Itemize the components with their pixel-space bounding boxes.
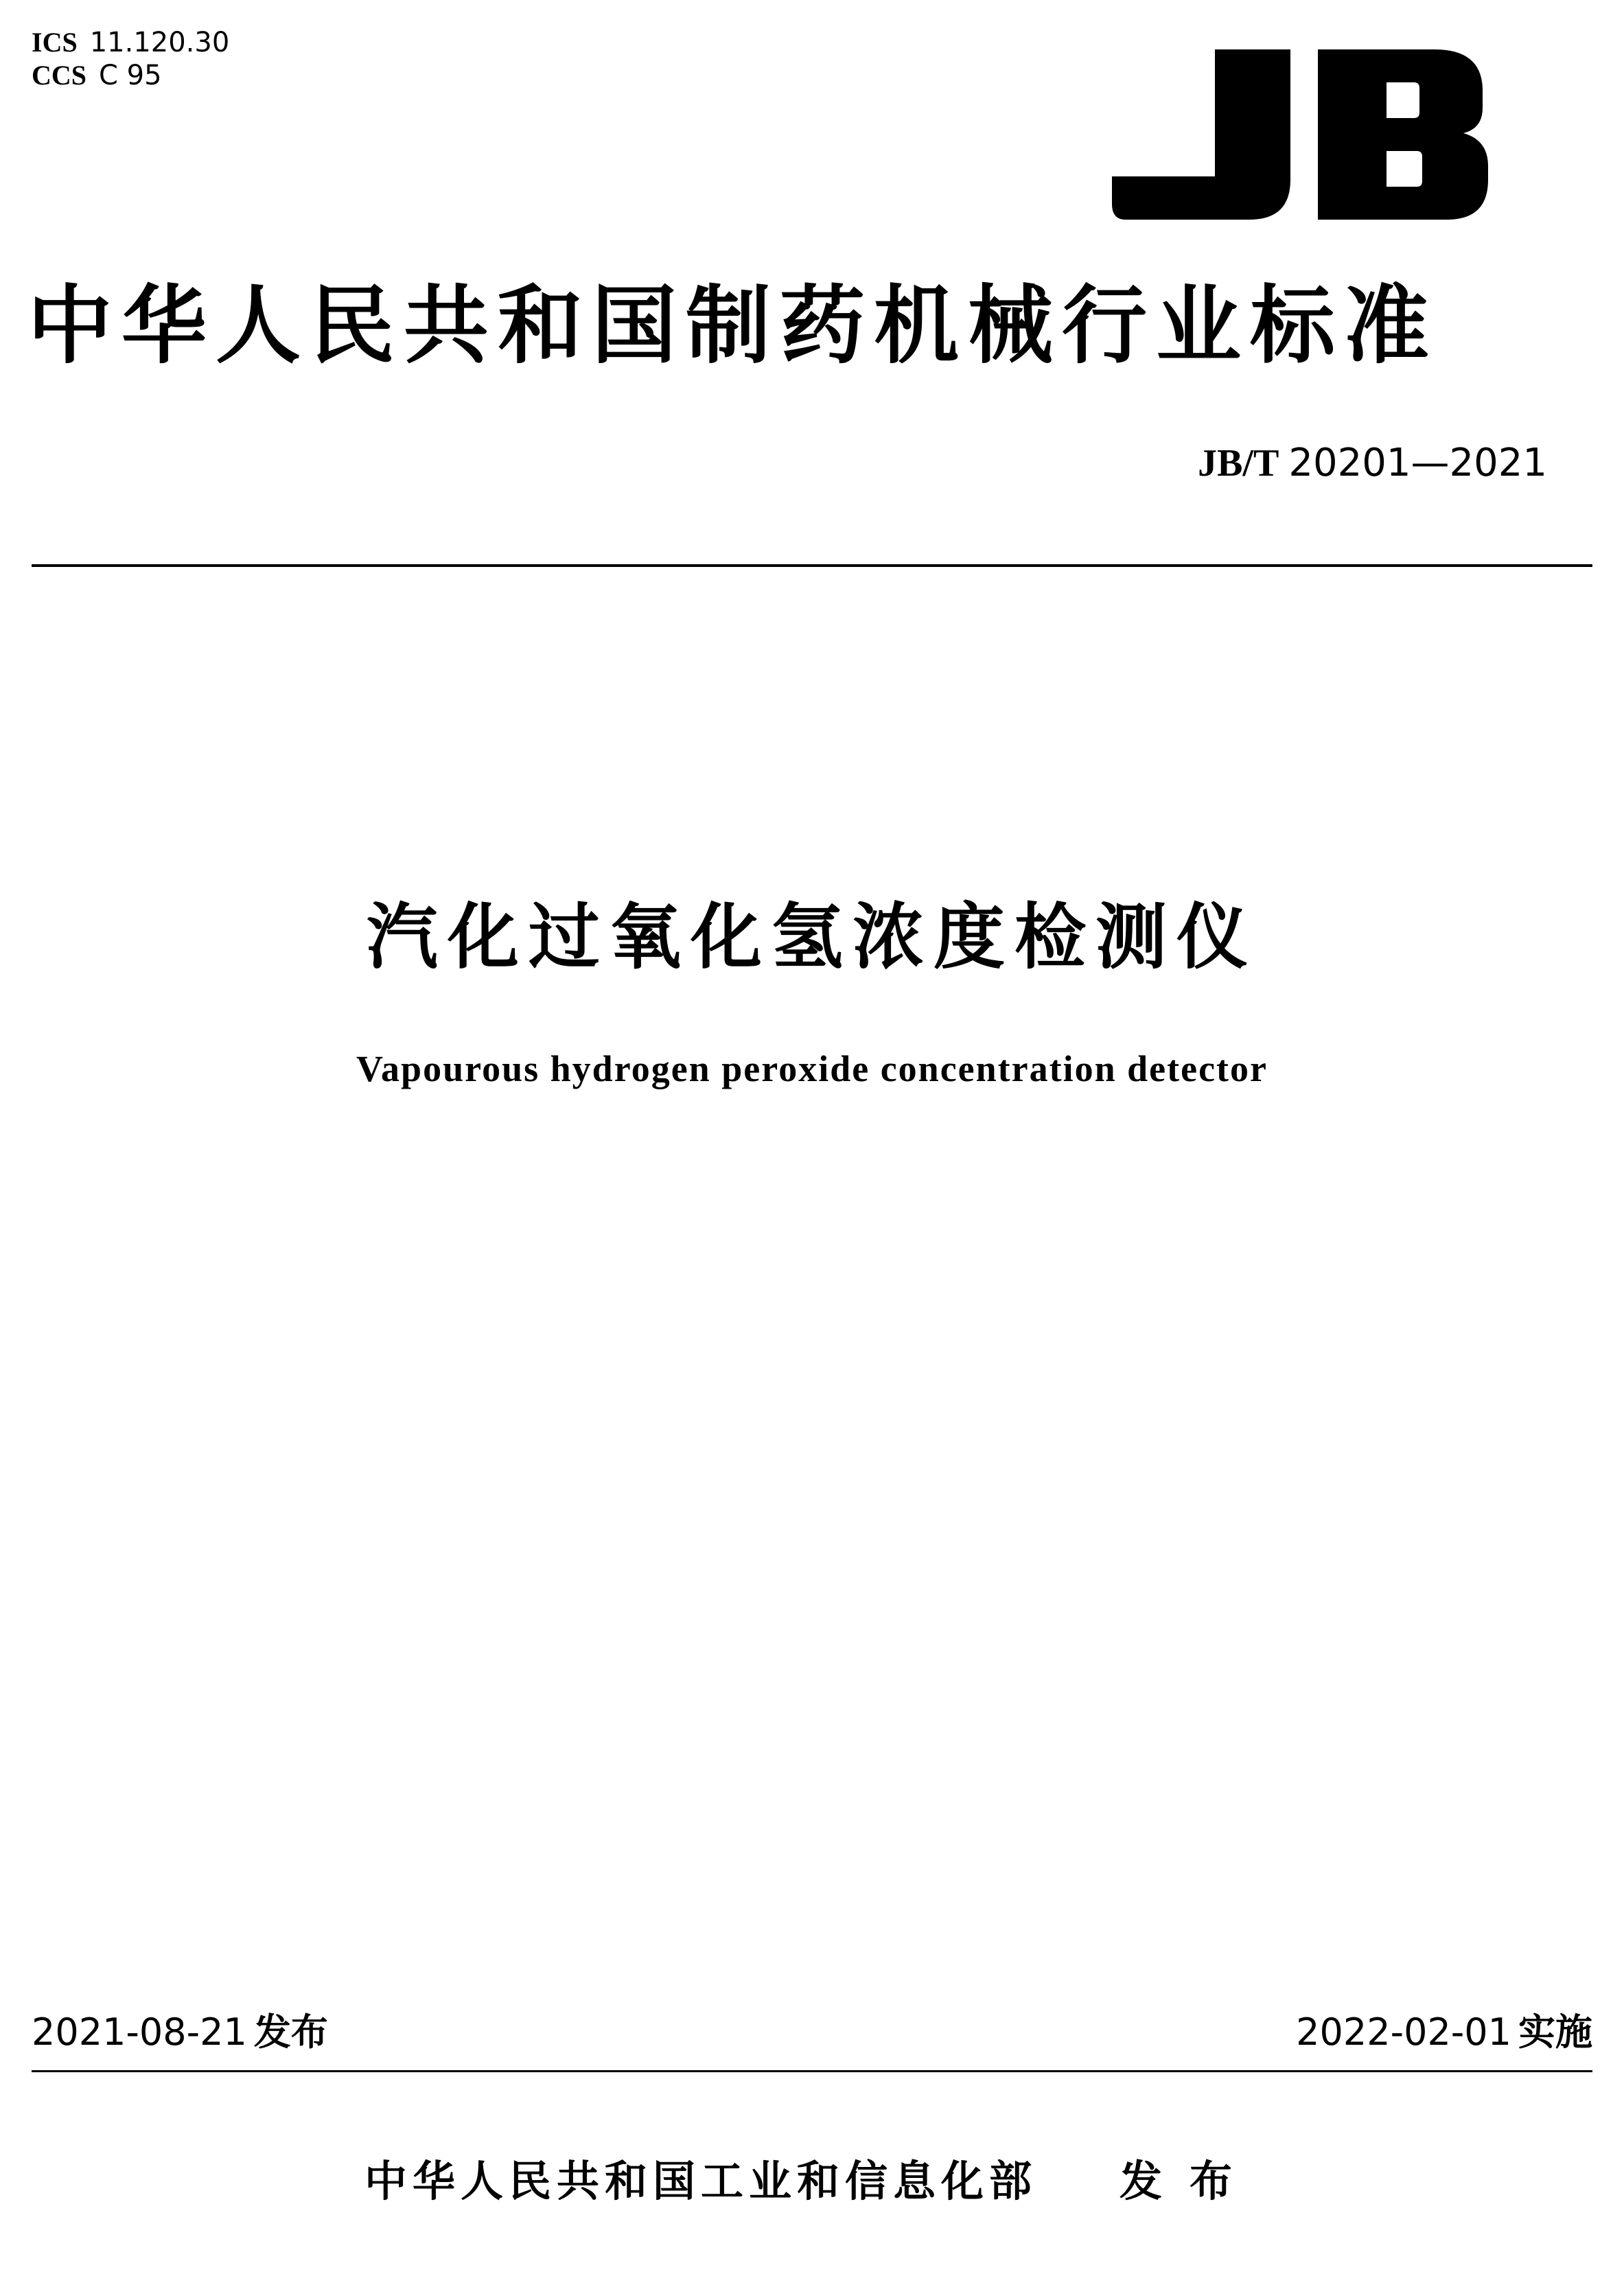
issue-date-label: 发布 [253, 2010, 328, 2054]
ccs-value: C 95 [99, 60, 162, 91]
document-title-zh: 汽化过氧化氢浓度检测仪 [366, 895, 1257, 979]
standard-type-heading: 中华人民共和国制药机械行业标准 [27, 277, 1439, 375]
ccs-row [32, 59, 242, 92]
top-divider [32, 564, 1592, 567]
issue-date-value: 2021-08-21 [32, 2010, 247, 2054]
issuer-name: 中华人民共和国工业和信息化部 [364, 2156, 1037, 2206]
classification-codes [32, 26, 242, 92]
implementation-date-label: 实施 [1518, 2010, 1592, 2054]
issue-date [32, 2008, 328, 2056]
ics-value: 11.120.30 [89, 27, 230, 58]
document-title-en: Vapourous hydrogen peroxide concentration detector [356, 1048, 1268, 1089]
issuer-line [0, 2154, 1624, 2209]
standard-number-prefix: JB/T [1198, 442, 1279, 485]
ics-label: ICS [32, 27, 78, 58]
jb-logo [1112, 49, 1496, 221]
standard-number [1198, 439, 1547, 487]
bottom-divider [32, 2070, 1592, 2072]
ccs-label: CCS [32, 60, 87, 91]
issuer-issue-word: 发布 [1120, 2156, 1260, 2206]
implementation-date [1296, 2008, 1592, 2056]
ics-row [32, 26, 242, 59]
standard-number-value: 20201—2021 [1288, 441, 1547, 485]
implementation-date-value: 2022-02-01 [1296, 2010, 1511, 2054]
